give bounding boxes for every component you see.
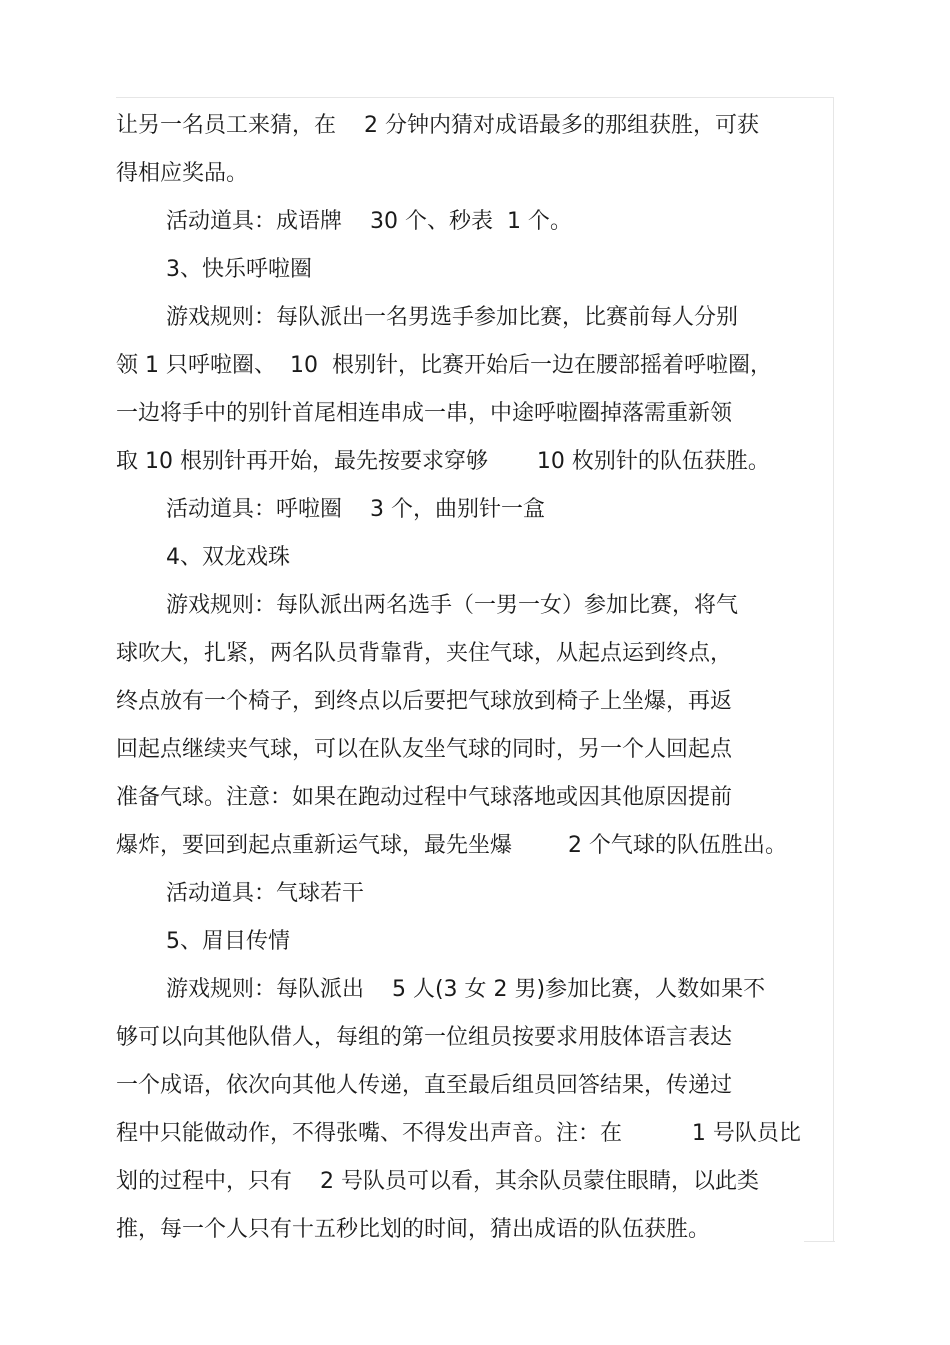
text-line: 球吹大，扎紧，两名队员背靠背，夹住气球，从起点运到终点， xyxy=(116,641,733,666)
text-line: 得相应奖品。 xyxy=(116,161,249,186)
rules-line: 游戏规则：每队派出 5 人(3 女 2 男)参加比赛，人数如果不 xyxy=(166,977,766,1002)
props-line: 活动道具：气球若干 xyxy=(166,881,365,906)
text-line: 终点放有一个椅子，到终点以后要把气球放到椅子上坐爆，再返 xyxy=(116,689,733,714)
text-line: 程中只能做动作，不得张嘴、不得发出声音。注：在 1 号队员比 xyxy=(116,1121,801,1146)
text-line: 领 1 只呼啦圈、 10 根别针，比赛开始后一边在腰部摇着呼啦圈， xyxy=(116,353,772,378)
text-line: 回起点继续夹气球，可以在队友坐气球的同时，另一个人回起点 xyxy=(116,737,733,762)
page-corner-mark xyxy=(804,1241,835,1242)
section-heading: 5、眉目传情 xyxy=(166,929,290,954)
text-line: 推，每一个人只有十五秒比划的时间，猜出成语的队伍获胜。 xyxy=(116,1217,711,1242)
section-heading: 3、快乐呼啦圈 xyxy=(166,257,312,282)
props-line: 活动道具：成语牌 30 个、秒表 1 个。 xyxy=(166,209,572,234)
text-line: 够可以向其他队借人，每组的第一位组员按要求用肢体语言表达 xyxy=(116,1025,733,1050)
text-line: 让另一名员工来猜，在 2 分钟内猜对成语最多的那组获胜，可获 xyxy=(116,113,759,138)
text-line: 准备气球。注意：如果在跑动过程中气球落地或因其他原因提前 xyxy=(116,785,733,810)
text-line: 取 10 根别针再开始，最先按要求穿够 10 枚别针的队伍获胜。 xyxy=(116,449,770,474)
props-line: 活动道具：呼啦圈 3 个，曲别针一盒 xyxy=(166,497,545,522)
text-line: 一个成语，依次向其他人传递，直至最后组员回答结果，传递过 xyxy=(116,1073,733,1098)
text-line: 一边将手中的别针首尾相连串成一串，中途呼啦圈掉落需重新领 xyxy=(116,401,733,426)
text-line: 爆炸，要回到起点重新运气球，最先坐爆 2 个气球的队伍胜出。 xyxy=(116,833,787,858)
rules-line: 游戏规则：每队派出一名男选手参加比赛，比赛前每人分别 xyxy=(166,305,739,330)
rules-line: 游戏规则：每队派出两名选手（一男一女）参加比赛，将气 xyxy=(166,593,739,618)
section-heading: 4、双龙戏珠 xyxy=(166,545,290,570)
text-line: 划的过程中，只有 2 号队员可以看，其余队员蒙住眼睛，以此类 xyxy=(116,1169,759,1194)
